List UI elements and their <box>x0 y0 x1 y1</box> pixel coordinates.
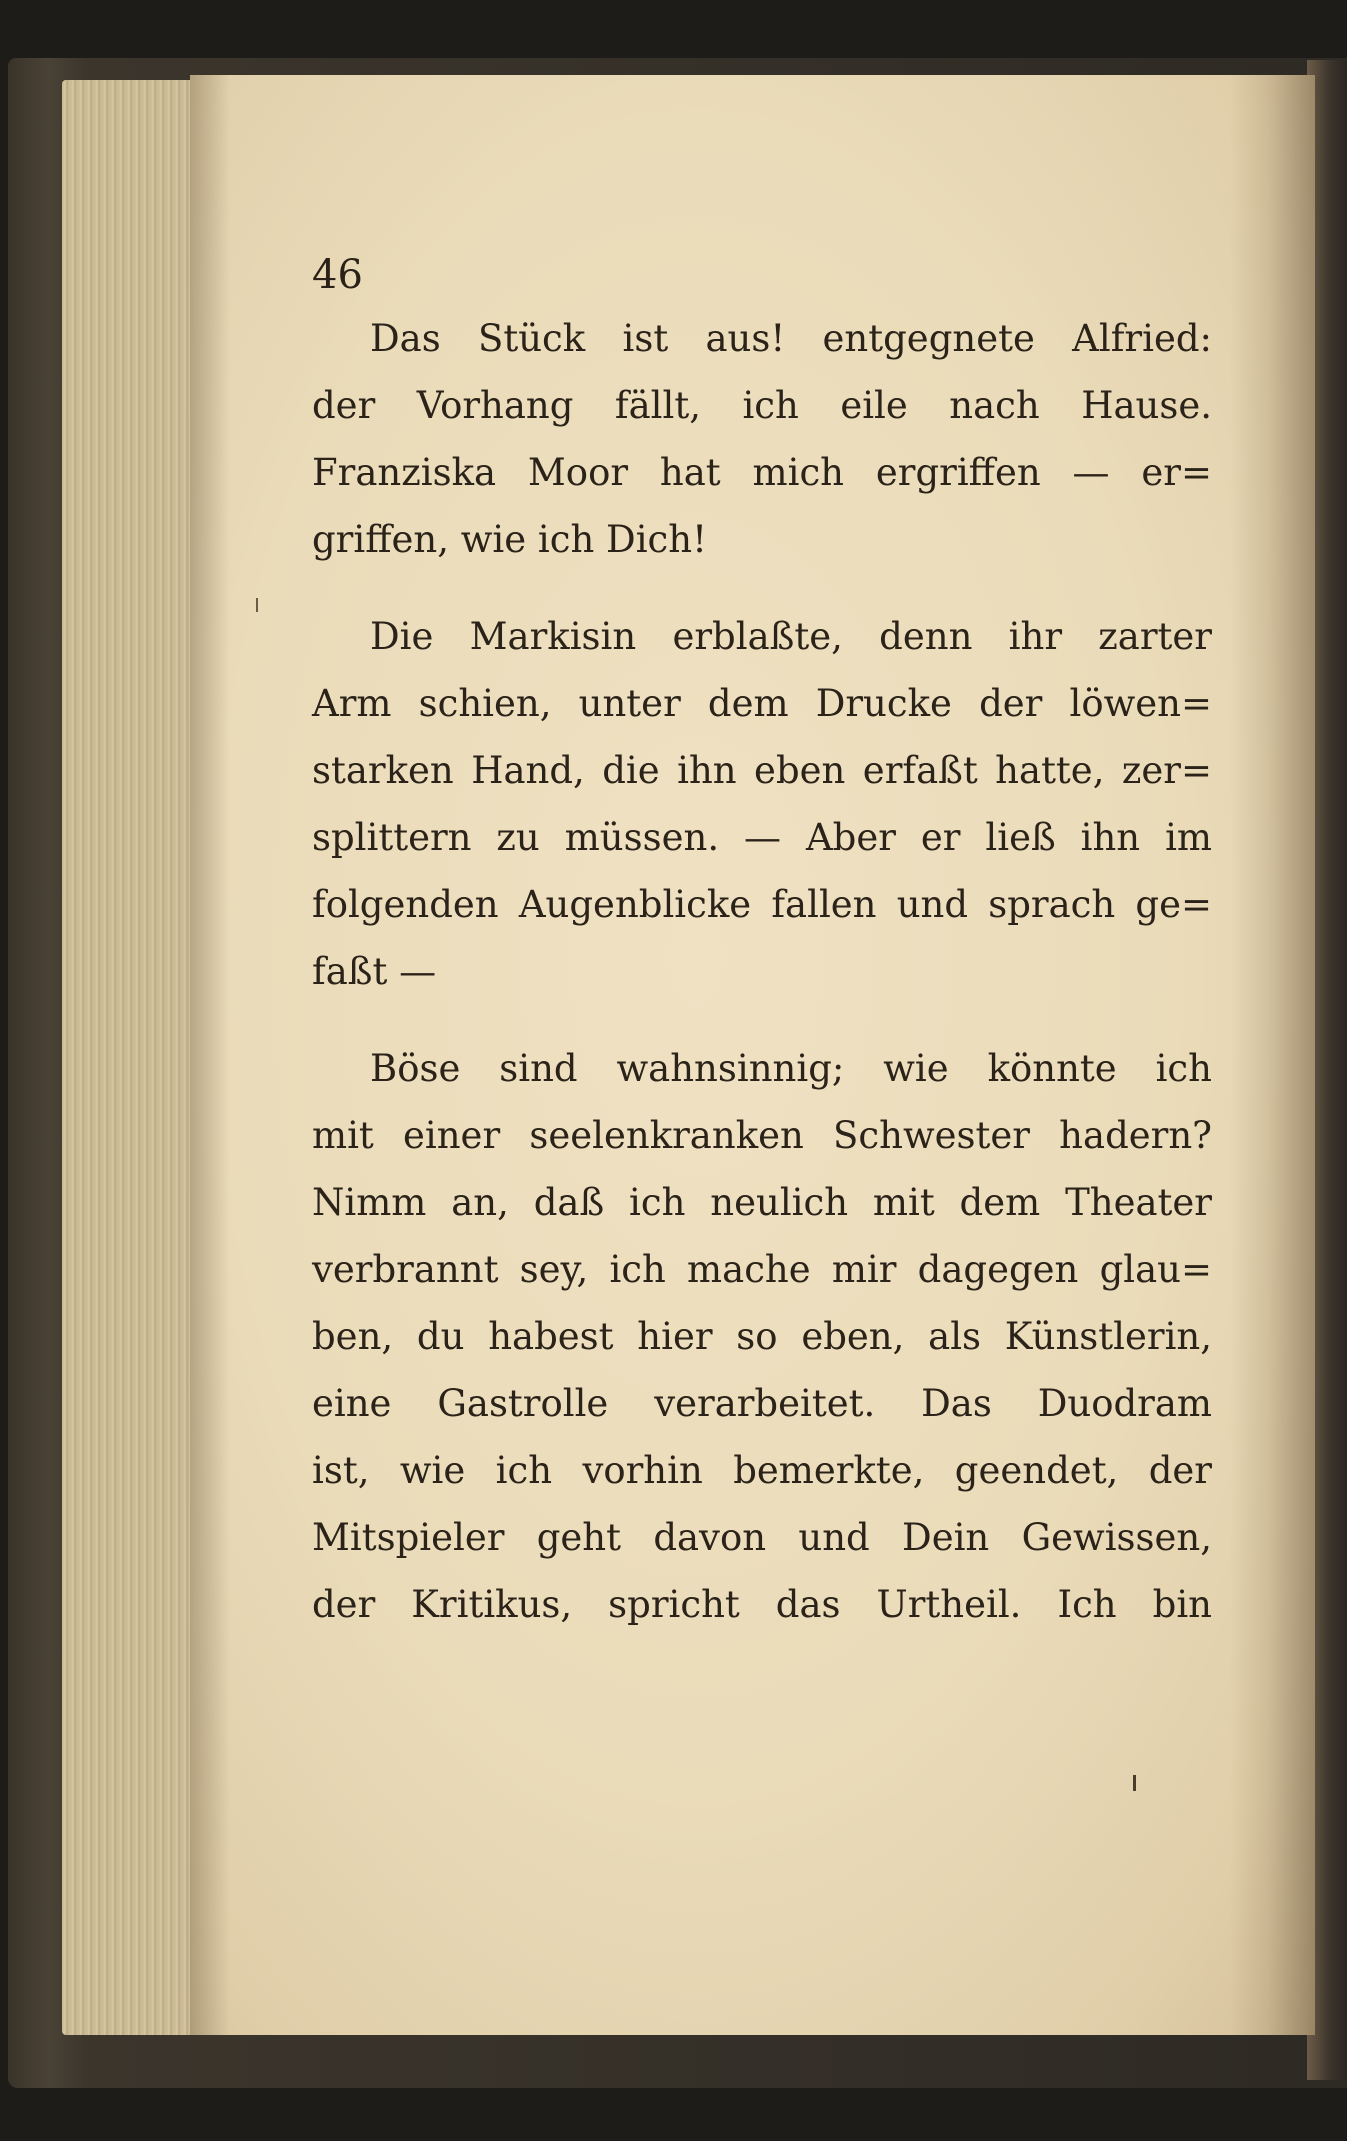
text-line: eine Gastrolle verarbeitet. Das Duodram <box>312 1382 1212 1425</box>
text-line: splittern zu müssen. — Aber er ließ ihn im <box>312 816 1212 859</box>
text-line: Die Markisin erblaßte, denn ihr zarter <box>370 615 1212 658</box>
text-line: starken Hand, die ihn eben erfaßt hatte, zer= <box>312 749 1212 792</box>
text-line: Mitspieler geht davon und Dein Gewissen, <box>312 1516 1212 1559</box>
page-shadow <box>190 75 230 2035</box>
text-line: Franziska Moor hat mich ergriffen — er= <box>312 451 1212 494</box>
page-number: 46 <box>312 252 363 298</box>
ink-mark <box>1133 1775 1136 1791</box>
paragraph-3 <box>312 1035 1212 1638</box>
text-line: folgenden Augenblicke fallen und sprach ge= <box>312 883 1212 926</box>
text-line: griffen, wie ich Dich! <box>312 518 707 561</box>
ink-mark <box>256 598 258 612</box>
text-line: Das Stück ist aus! entgegnete Alfried: <box>370 317 1212 360</box>
text-line: der Vorhang fällt, ich eile nach Hause. <box>312 384 1212 427</box>
text-line: ist, wie ich vorhin bemerkte, geendet, der <box>312 1449 1212 1492</box>
paragraph-2 <box>312 603 1212 1005</box>
text-line: ben, du habest hier so eben, als Künstlerin, <box>312 1315 1212 1358</box>
page-gutter <box>1230 75 1315 2035</box>
text-line: verbrannt sey, ich mache mir dagegen glau= <box>312 1248 1212 1291</box>
text-line: Nimm an, daß ich neulich mit dem Theater <box>312 1181 1212 1224</box>
paragraph-1 <box>312 305 1212 573</box>
text-line: Böse sind wahnsinnig; wie könnte ich <box>370 1047 1212 1090</box>
text-line: Arm schien, unter dem Drucke der löwen= <box>312 682 1212 725</box>
page-stack-edges <box>62 80 202 2035</box>
text-line: faßt — <box>312 950 437 993</box>
page-text <box>312 305 1212 1638</box>
text-line: der Kritikus, spricht das Urtheil. Ich bin <box>312 1583 1212 1626</box>
text-line: mit einer seelenkranken Schwester hadern? <box>312 1114 1212 1157</box>
